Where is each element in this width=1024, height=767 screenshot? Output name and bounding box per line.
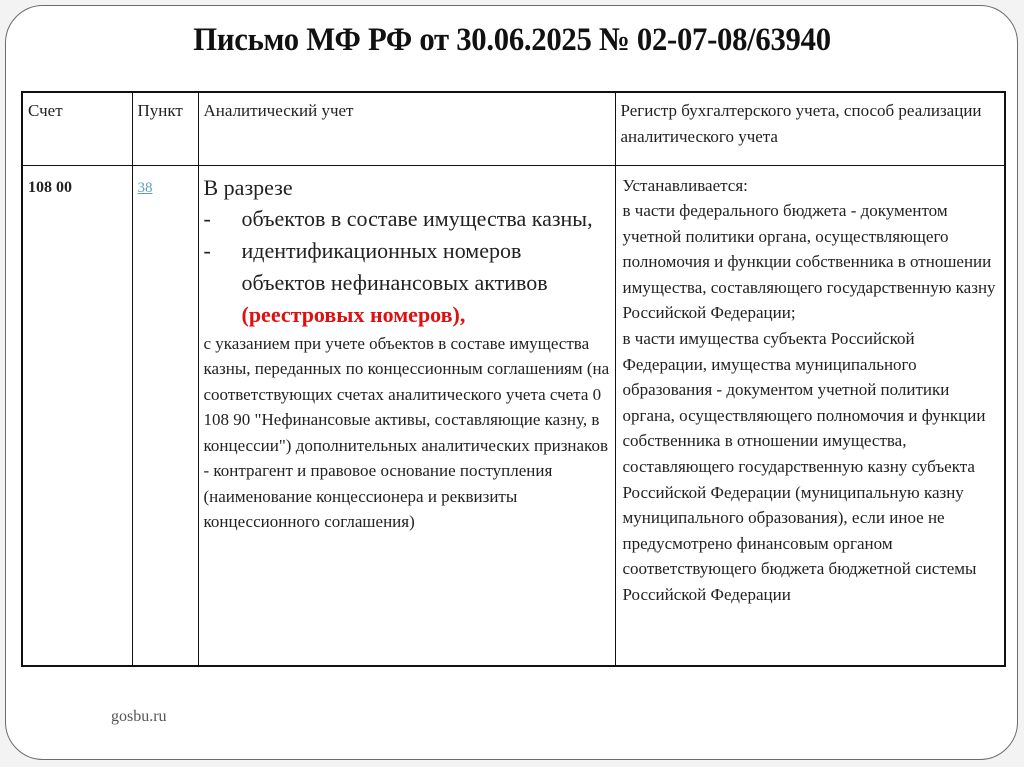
header-analytics: Аналитический учет (198, 92, 615, 165)
cell-clause (132, 165, 198, 666)
analytics-item (204, 203, 610, 235)
page-title: Письмо МФ РФ от 30.06.2025 № 02-07-08/63940 (193, 22, 831, 58)
header-register: Регистр бухгалтерского учета, способ реализации аналитического учета (615, 92, 1005, 165)
clause-link[interactable]: 38 (137, 179, 153, 196)
table-row (22, 165, 1005, 666)
analytics-lead: В разрезе (203, 174, 293, 200)
footer-source: gosbu.ru (111, 708, 167, 725)
highlight-text: (реестровых номеров), (241, 301, 466, 327)
header-account: Счет (22, 92, 132, 165)
dash-bullet: - (203, 237, 211, 263)
analytics-item-body (242, 235, 610, 331)
analytics-item-text: идентификационных номеров объектов нефинансовых активов (241, 237, 548, 295)
analytics-details: с указанием при учете объектов в составе имущества казны, переданных по концессионным соглашениям (на соответствующих счетах аналитического учета счета 0 108 90 "Нефинансовые активы, составляющие казну, в концессии") дополнительных аналитических признаков - контрагент и правовое основание поступления (наименование концессионера и реквизиты концессионного соглашения) (203, 333, 610, 531)
register-intro: Устанавливается: (622, 175, 748, 195)
register-regional: в части имущества субъекта Российской Федерации, имущества муниципального образования - документом учетной политики органа, осуществляющего полномочия и функции собственника в отношении имущества, составляющего государственную казну субъекта Российской Федерации (муниципальную казну муниципального образования), если иное не предусмотрено финансовым органом соответствующего бюджета бюджетной системы Российской Федерации (622, 329, 986, 604)
cell-register (615, 165, 1005, 666)
cell-account (22, 165, 132, 666)
analytics-item (204, 235, 610, 331)
analytics-item-text: объектов в составе имущества казны, (241, 205, 593, 231)
account-number: 108 00 (28, 178, 72, 196)
cell-analytics (198, 165, 615, 666)
table-header-row (22, 92, 1005, 165)
header-clause: Пункт (132, 92, 198, 165)
dash-bullet: - (203, 205, 211, 231)
register-federal: в части федерального бюджета - документом учетной политики органа, осуществляющего полномочия и функции собственника в отношении имущества, составляющего государственную казну Российской Федерации; (622, 201, 996, 323)
accounting-table (21, 91, 1006, 667)
